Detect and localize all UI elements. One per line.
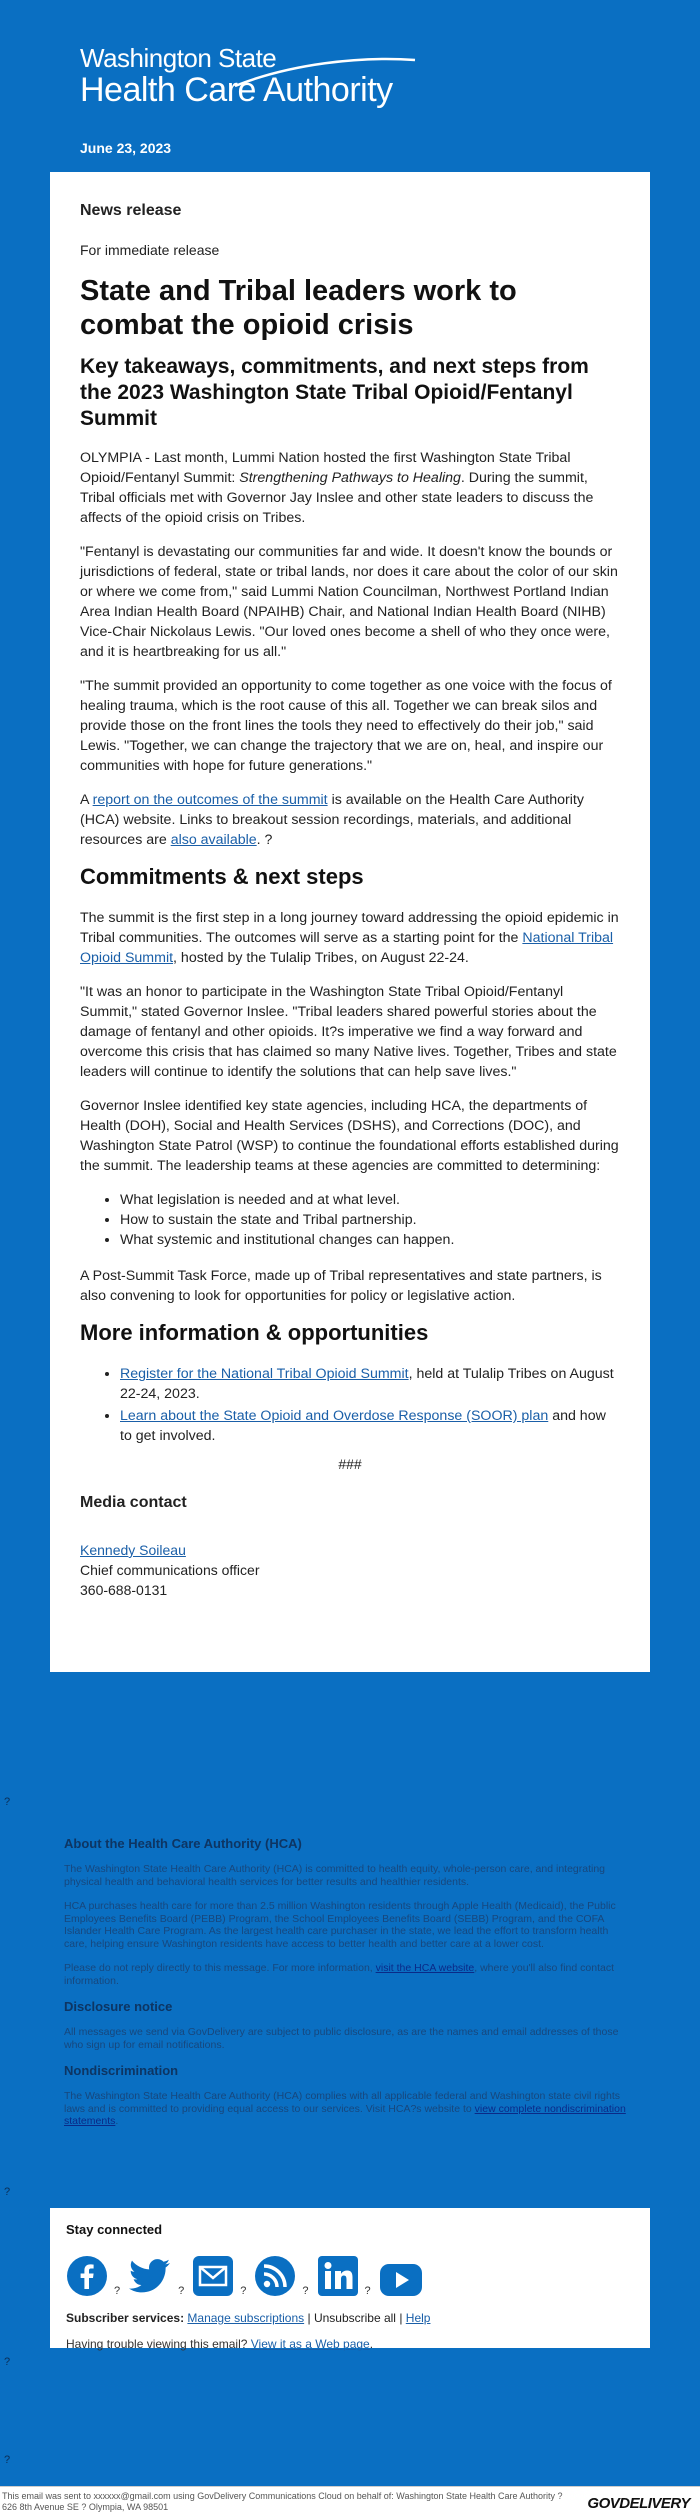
report-link[interactable]: report on the outcomes of the summit	[92, 792, 328, 808]
media-contact	[80, 1540, 620, 1600]
social-links	[66, 2247, 634, 2297]
release-date: June 23, 2023	[80, 140, 172, 156]
section-heading-commitments: Commitments & next steps	[80, 864, 364, 889]
summit-step-text: The summit is the first step in a long journey toward addressing the opioid epidemic in Tribal communities. The outcomes will serve as a starting point for the	[80, 910, 619, 946]
subscriber-services-label: Subscriber services:	[66, 2311, 188, 2325]
contact-phone: 360-688-0131	[80, 1582, 168, 1598]
end-mark: ###	[338, 1456, 362, 1472]
summit-name: Strengthening Pathways to Healing	[239, 470, 461, 486]
trouble-text: Having trouble viewing this email?	[66, 2337, 251, 2351]
nondiscrimination-link[interactable]: view complete nondiscrimination statements	[64, 2102, 626, 2127]
logo-line1: Washington State	[80, 43, 277, 73]
govdelivery-footer	[0, 2486, 700, 2520]
media-contact-heading: Media contact	[80, 1494, 187, 1511]
subscriber-services	[66, 2311, 634, 2325]
contact-title: Chief communications officer	[80, 1562, 260, 1578]
nondiscrimination-text: The Washington State Health Care Authority (HCA) complies with all applicable federal and Washington state civil rights laws and is committed to providing equal access to our services. Visit HCA?s website to	[64, 2090, 620, 2115]
trouble-end: .	[369, 2337, 374, 2351]
twitter-icon[interactable]	[128, 2257, 172, 2297]
logo-line2: Health Care Authority	[80, 71, 393, 109]
about-p3-text: Please do not reply directly to this message. For more information,	[64, 1962, 376, 1974]
soor-plan-link[interactable]: Learn about the State Opioid and Overdose Response (SOOR) plan	[120, 1408, 549, 1424]
stay-connected-panel	[50, 2208, 650, 2351]
stray-char: ?	[4, 2356, 11, 2368]
about-paragraph-2: HCA purchases health care for more than 2.5 million Washington residents through Apple Health (Medicaid), the Public Employees Benefits Board (PEBB) Program, the School Employees Benefits Board (SEBB) Program, and the COFA Islander Health Care Program. As the largest health care purchaser in the state, we lead the effort to transform health care, helping ensure Washington residents have access to better health and better care at a lower cost.	[64, 1900, 616, 1950]
sent-to-notice: This email was sent to xxxxxx@gmail.com using GovDelivery Communications Cloud on behalf of: Washington State Health Care Authority ? 626 8th Avenue SE ? Olympia, WA 98501	[2, 2491, 563, 2512]
list-item: • What legislation is needed and at what level.	[120, 1190, 620, 1210]
article-card	[50, 172, 650, 1672]
stray-char: ?	[4, 2454, 11, 2466]
hca-logo[interactable]	[80, 44, 393, 108]
govdelivery-logo[interactable]: GOVDELIVERY	[587, 2495, 690, 2512]
hca-website-link[interactable]: visit the HCA website	[375, 1962, 475, 1974]
trouble-viewing	[66, 2337, 634, 2351]
manage-subscriptions-link[interactable]: Manage subscriptions	[187, 2311, 305, 2325]
stray-char: ?	[302, 2285, 309, 2297]
about-paragraph-1: The Washington State Health Care Authority (HCA) is committed to health equity, whole-person care, and integrating physical health and behavioral health services for better results and healthier residents.	[64, 1863, 606, 1888]
paragraph-summit-step	[80, 908, 620, 968]
list-item	[120, 1406, 620, 1446]
more-info-list	[80, 1364, 620, 1446]
stray-char: ?	[4, 2186, 11, 2198]
stay-connected-heading: Stay connected	[66, 2222, 163, 2237]
web-page-link[interactable]: View it as a Web page	[250, 2337, 370, 2351]
report-text-end: . ?	[256, 832, 273, 848]
footer-info	[64, 1836, 634, 2140]
help-link[interactable]: Help	[405, 2311, 431, 2325]
stray-char: ?	[4, 1796, 11, 1808]
disclosure-paragraph: All messages we send via GovDelivery are subject to public disclosure, as are the names and email addresses of those who sign up for email notifications.	[64, 2026, 619, 2051]
rss-icon[interactable]	[254, 2255, 296, 2297]
list-item: • What systemic and institutional changes can happen.	[120, 1230, 620, 1250]
report-text: A	[80, 792, 93, 808]
stray-char: ?	[114, 2285, 121, 2297]
stray-char: ?	[240, 2285, 247, 2297]
soor-plan-text: and how to get involved.	[120, 1408, 606, 1444]
national-summit-link[interactable]: National Tribal Opioid Summit	[80, 930, 614, 966]
paragraph-task-force: A Post-Summit Task Force, made up of Tribal representatives and state partners, is also convening to look for opportunities for policy or legislative action.	[80, 1268, 602, 1304]
youtube-icon[interactable]	[379, 2263, 423, 2297]
unsubscribe-all[interactable]: Unsubscribe all	[313, 2311, 396, 2325]
paragraph-report	[80, 790, 620, 850]
separator: |	[395, 2311, 406, 2325]
summit-step-text-end: , hosted by the Tulalip Tribes, on August 22-24.	[173, 950, 469, 966]
linkedin-icon[interactable]	[317, 2255, 359, 2297]
commitments-list	[80, 1190, 620, 1250]
also-available-link[interactable]: also available	[170, 832, 257, 848]
paragraph-quote-lewis: "Fentanyl is devastating our communities far and wide. It doesn't know the bounds or jurisdictions of federal, state or tribal lands, nor does it care about the color of our skin or where we come from," said Lummi Nation Councilman, Northwest Portland Indian Area Indian Health Board (NPAIHB) Chair, and National Indian Health Board (NIHB) Vice-Chair Nickolaus Lewis. "Our loved ones become a shell of who they once were, and it is heartbreaking for us all."	[80, 544, 618, 660]
about-paragraph-3	[64, 1962, 634, 1987]
facebook-icon[interactable]	[66, 2255, 108, 2297]
nondiscrimination-heading: Nondiscrimination	[64, 2063, 179, 2078]
page-subtitle: Key takeaways, commitments, and next steps from the 2023 Washington State Tribal Opioid/Fentanyl Summit	[80, 355, 589, 430]
stray-char: ?	[178, 2285, 185, 2297]
paragraph-agencies: Governor Inslee identified key state agencies, including HCA, the departments of Health (DOH), Social and Health Services (DSHS), and Corrections (DOC), and Washington State Patrol (WSP) to continue the foundational efforts established during the summit. The leadership teams at these agencies are committed to determining:	[80, 1098, 619, 1174]
nondiscrimination-end: .	[115, 2115, 119, 2127]
register-summit-text: , held at Tulalip Tribes on August 22-24, 2023.	[120, 1366, 614, 1402]
page-title: State and Tribal leaders work to combat the opioid crisis	[80, 275, 517, 341]
list-item: • How to sustain the state and Tribal partnership.	[120, 1210, 620, 1230]
paragraph-quote-inslee: "It was an honor to participate in the Washington State Tribal Opioid/Fentanyl Summit," stated Governor Inslee. "Tribal leaders shared powerful stories about the damage of fentanyl and other opioids. It?s imperative we find a way forward and overcome this crisis that has claimed so many Native lives. Together, Tribes and state leaders will continue to identify the solutions that can help save lives."	[80, 984, 617, 1080]
contact-name-link[interactable]: Kennedy Soileau	[80, 1542, 186, 1558]
list-item	[120, 1364, 620, 1404]
swoosh-icon	[230, 54, 420, 94]
register-summit-link[interactable]: Register for the National Tribal Opioid Summit	[120, 1366, 409, 1382]
report-text-mid: is available on the Health Care Authority (HCA) website. Links to breakout session recordings, materials, and additional resources are	[80, 792, 584, 848]
release-type: For immediate release	[80, 242, 220, 258]
disclosure-heading: Disclosure notice	[64, 1999, 173, 2014]
about-heading: About the Health Care Authority (HCA)	[64, 1836, 302, 1851]
email-icon[interactable]	[192, 2255, 234, 2297]
news-release-label: News release	[80, 202, 182, 219]
about-p3-text-end: , where you'll also find contact information.	[64, 1962, 615, 1987]
separator: |	[304, 2311, 314, 2325]
intro-text-end: . During the summit, Tribal officials met with Governor Jay Inslee and other state leaders to discuss the affects of the opioid crisis on Tribes.	[80, 470, 594, 526]
paragraph-intro	[80, 448, 620, 528]
section-heading-more-info: More information & opportunities	[80, 1320, 429, 1345]
paragraph-quote-lewis-2: "The summit provided an opportunity to come together as one voice with the focus of healing trauma, which is the root cause of this all. Together we can break silos and provide those on the front lines the tools they need to effectively do their job," said Lewis. "Together, we can change the trajectory that we are on, heal, and inspire our communities with hope for future generations."	[80, 678, 612, 774]
stray-char: ?	[364, 2285, 371, 2297]
nondiscrimination-paragraph	[64, 2090, 634, 2128]
intro-text: OLYMPIA - Last month, Lummi Nation hosted the first Washington State Tribal Opioid/Fentanyl Summit:	[80, 450, 571, 486]
